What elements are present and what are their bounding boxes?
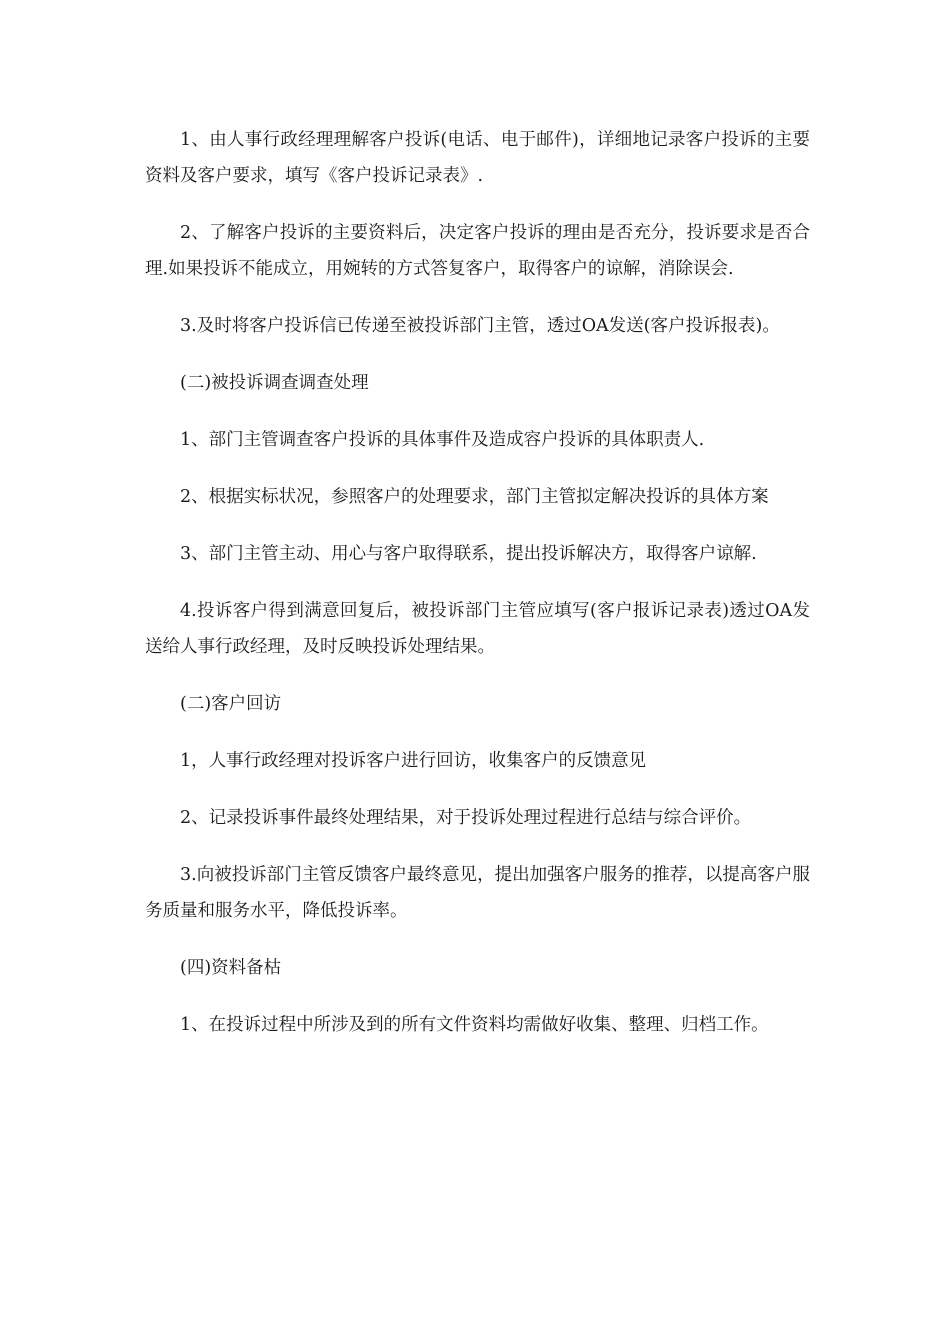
paragraph-3: 3.及时将客户投诉信已传递至被投诉部门主管，透过OA发送(客户投诉报表)。	[180, 316, 780, 336]
paragraph-10: 3.向被投诉部门主管反馈客户最终意见，提出加强客户服务的推荐，以提高客户服务质量和服务水平，降低投诉率。	[145, 865, 810, 921]
section-heading-follow-up: (二)客户回访	[180, 694, 282, 714]
document-body	[145, 122, 810, 1064]
paragraph-9: 2、记录投诉事件最终处理结果，对于投诉处理过程进行总结与综合评价。	[180, 808, 752, 828]
paragraph-6: 3、部门主管主动、用心与客户取得联系，提出投诉解决方，取得客户谅解.	[180, 544, 757, 564]
paragraph-2: 2、了解客户投诉的主要资料后，决定客户投诉的理由是否充分，投诉要求是否合理.如果投诉不能成立，用婉转的方式答复客户，取得客户的谅解，消除误会.	[145, 223, 810, 279]
paragraph-8: 1，人事行政经理对投诉客户进行回访，收集客户的反馈意见	[180, 751, 647, 771]
paragraph-11: 1、在投诉过程中所涉及到的所有文件资料均需做好收集、整理、归档工作。	[180, 1015, 769, 1035]
paragraph-7: 4.投诉客户得到满意回复后，被投诉部门主管应填写(客户报诉记录表)透过OA发送给人事行政经理，及时反映投诉处理结果。	[145, 601, 810, 657]
paragraph-4: 1、部门主管调查客户投诉的具体事件及造成容户投诉的具体职责人.	[180, 430, 705, 450]
section-heading-archiving: (四)资料备枯	[180, 958, 282, 978]
paragraph-1: 1、由人事行政经理理解客户投诉(电话、电于邮件)，详细地记录客户投诉的主要资料及客户要求，填写《客户投诉记录表》.	[145, 130, 810, 186]
paragraph-5: 2、根据实标状况，参照客户的处理要求，部门主管拟定解决投诉的具体方案	[180, 487, 769, 507]
section-heading-investigation: (二)被投诉调查调查处理	[180, 373, 369, 393]
